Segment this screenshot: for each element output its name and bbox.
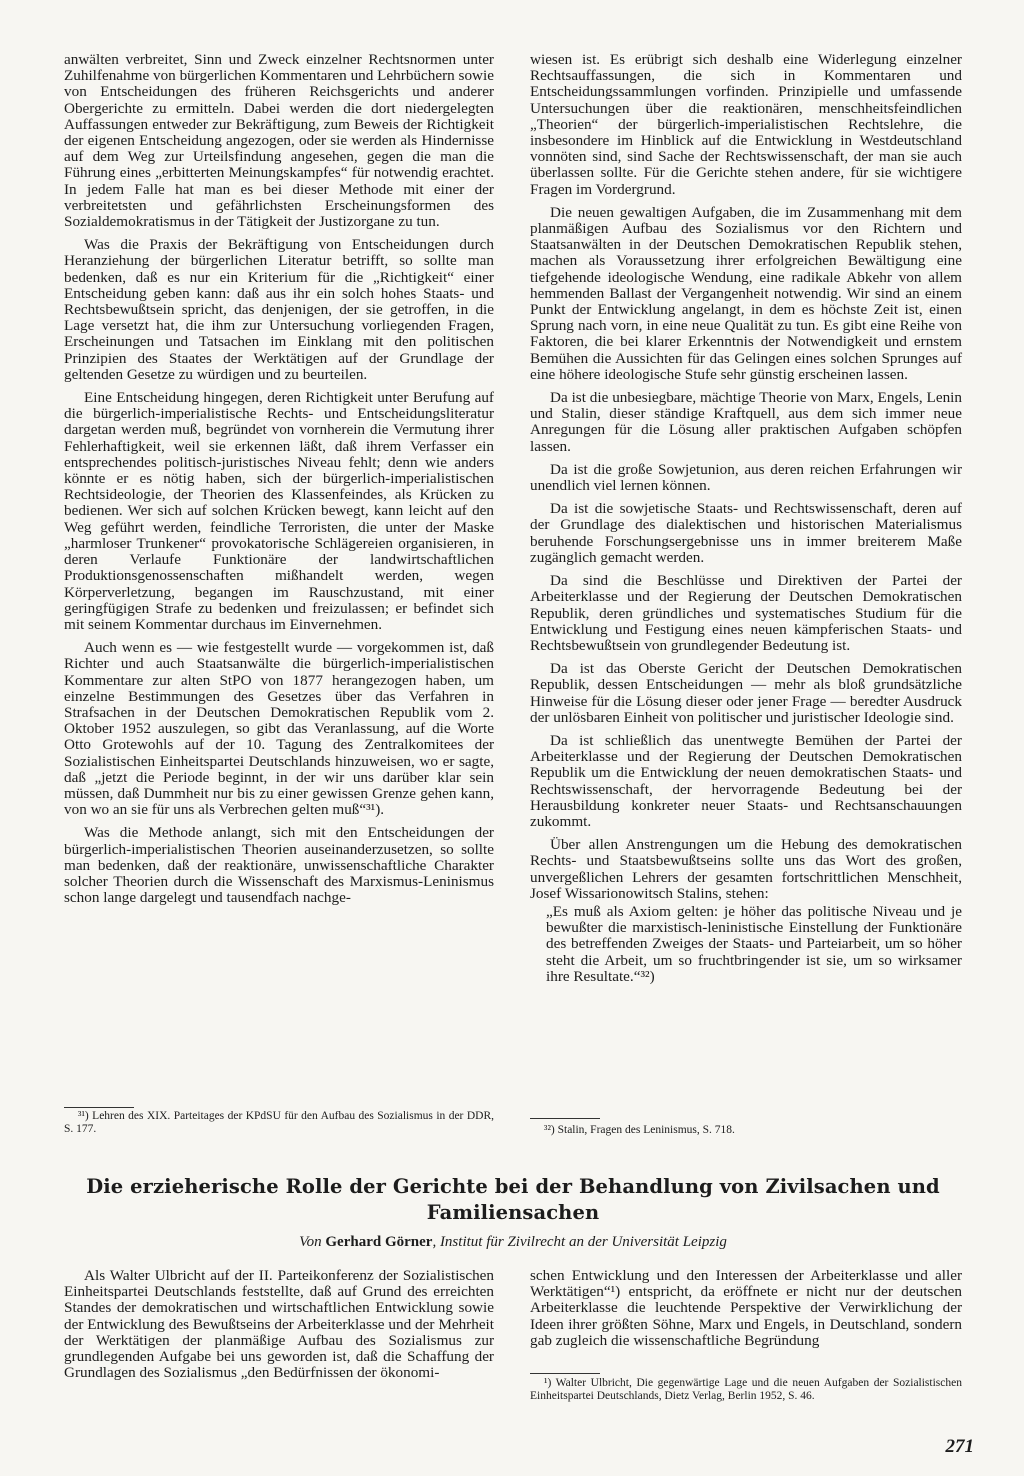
- paragraph: schen Entwicklung und den Interessen der Arbeiterklasse und aller Werktätigen“¹) entspricht, da eröffnete er nicht nur der deutschen Arbeiterklasse die leuchtende Perspektive der Verwirklichung der Ideen ihrer größten Söhne, Marx und Engels, in Deutschland, sondern gab zugleich die wissenschaftliche Begründung: [530, 1267, 962, 1349]
- author-affiliation: , Institut für Zivilrecht an der Universität Leipzig: [432, 1234, 727, 1250]
- upper-left-column: [64, 52, 494, 906]
- paragraph: Da sind die Beschlüsse und Direktiven der Partei der Arbeiterklasse und der Regierung der Deutschen Demokratischen Republik, deren gründliches und systematisches Studium für die Entwicklung und Festigung eines neuen kämpferischen Staats- und Rechtsbewußtsein von grundlegender Bedeutung ist.: [530, 572, 962, 654]
- paragraph: Eine Entscheidung hingegen, deren Richtigkeit unter Berufung auf die bürgerlich-imperialistische Rechts- und Entscheidungsliteratur dargetan werden muß, begründet von vornherein die Vermutung ihrer Fehlerhaftigkeit, weil sie erkennen läßt, daß ihrem Verfasser ein entsprechendes politisch-juristisches Niveau fehlt; denn wie anders könnte er es nötig haben, sich der bürgerlich-imperialistischen Rechtsideologie, der Theorien des Klassenfeindes, als Krücken zu bedienen. Wer sich auf solchen Krücken bewegt, kann leicht auf den Weg geführt werden, feindliche Terroristen, die unter der Maske „harmloser Trunkener“ provokatorische Schlägereien organisieren, in deren Verlaufe Funktionäre der landwirtschaftlichen Produktionsgenossenschaften mißhandelt werden, wegen Körperverletzung, begangen im Rauschzustand, mit einer geringfügigen Strafe zu bedenken und freizulassen; er befindet sich mit seinem Kommentar durchaus im Einvernehmen.: [64, 389, 494, 633]
- paragraph: Da ist das Oberste Gericht der Deutschen Demokratischen Republik, dessen Entscheidungen — mehr als bloß grundsätzliche Hinweise für die Lösung dieser oder jener Frage — beredter Ausdruck der unlösbaren Einheit von politischer und juristischer Ideologie sind.: [530, 660, 962, 726]
- paragraph: Über allen Anstrengungen um die Hebung des demokratischen Rechts- und Staatsbewußtseins sollte uns das Wort des großen, unvergeßlichen Lehrers der gesamten fortschrittlichen Menschheit, Josef Wissarionowitsch Stalins, stehen:: [530, 836, 962, 902]
- footnote-rule: [530, 1118, 600, 1119]
- paragraph: Da ist die große Sowjetunion, aus deren reichen Erfahrungen wir unendlich viel lernen können.: [530, 460, 962, 495]
- author-name: Gerhard Görner: [325, 1234, 433, 1250]
- footnote-text: ³¹) Lehren des XIX. Parteitages der KPdSU für den Aufbau des Sozialismus in der DDR, S. 177.: [64, 1110, 494, 1135]
- byline-prefix: Von: [299, 1234, 326, 1250]
- upper-right-column: [530, 52, 962, 985]
- footnote-32: [530, 1124, 962, 1137]
- footnote-1: [530, 1377, 962, 1403]
- paragraph: Die neuen gewaltigen Aufgaben, die im Zusammenhang mit dem planmäßigen Aufbau des Sozialismus vor den Richtern und Staatsanwälten in der Deutschen Demokratischen Republik stehen, machen als Voraussetzung ihrer erfolgreichen Bewältigung eine tiefgehende ideologische Wendung, eine radikale Abkehr von allem hemmenden Ballast der Vergangenheit notwendig. Wir sind an einem Punkt der Entwicklung angelangt, in dem es höchste Zeit ist, einen Sprung nach vorn, in eine neue Qualität zu tun. Es gibt eine Reihe von Faktoren, die bei klarer Erkenntnis der Notwendigkeit und ernstem Bemühen die Aussichten für das Gelingen eines solchen Sprunges auf eine höhere ideologische Stufe sehr günstig erscheinen lassen.: [530, 203, 962, 383]
- footnote-text: ¹) Walter Ulbricht, Die gegenwärtige Lage und die neuen Aufgaben der Sozialistischen Einheitspartei Deutschlands, Dietz Verlag, Berlin 1952, S. 46.: [530, 1377, 962, 1402]
- stalin-quote: „Es muß als Axiom gelten: je höher das politische Niveau und je bewußter die marxistisch-leninistische Einstellung der Funktionäre des betreffenden Zweiges der Staats- und Parteiarbeit, um so höher steht die Arbeit, um so fruchtbringender ist sie, um so wirksamer ihre Resultate.“³²): [546, 902, 962, 985]
- paragraph: Was die Methode anlangt, sich mit den Entscheidungen der bürgerlich-imperialistischen Theorien auseinanderzusetzen, so sollte man bedenken, daß der reaktionäre, unwissenschaftliche Charakter solcher Theorien durch die Wissenschaft des Marxismus-Leninismus schon lange dargelegt und tausendfach nachge-: [64, 824, 494, 907]
- footnote-rule: [64, 1107, 134, 1108]
- paragraph: Auch wenn es — wie festgestellt wurde — vorgekommen ist, daß Richter und auch Staatsanwälte die bürgerlich-imperialistischen Kommentare zur alten StPO von 1877 herangezogen haben, um einzelne Bestimmungen des Gesetzes über das Verfahren in Strafsachen in der Deutschen Demokratischen Republik vom 2. Oktober 1952 auszulegen, so gibt das Veranlassung, auf die Worte Otto Grotewohls auf der 10. Tagung des Zentralkomitees der Sozialistischen Einheitspartei Deutschlands hinzuweisen, wo er sagte, daß „jetzt die Periode beginnt, in der wir uns darüber klar sein müssen, daß Dummheit nur bis zu einer gewissen Grenze gehen kann, von wo an sie für uns als Verbrechen gelten muß“³¹).: [64, 639, 494, 819]
- byline: [64, 1234, 962, 1251]
- paragraph: wiesen ist. Es erübrigt sich deshalb eine Widerlegung einzelner Rechtsauffassungen, die sich in Kommentaren und Entscheidungssammlungen vorfinden. Prinzipielle und umfassende Untersuchungen über die reaktionären, menschheitsfeindlichen „Theorien“ der bürgerlich-imperialistischen Rechtslehre, die insbesondere im Hinblick auf die Entwicklung in Westdeutschland vonnöten sind, sind Sache der Rechtswissenschaft, der man sie auch überlassen sollte. Für die Gerichte stehen andere, für sie wichtigere Fragen im Vordergrund.: [530, 51, 962, 198]
- footnote-rule: [530, 1373, 600, 1374]
- paragraph: anwälten verbreitet, Sinn und Zweck einzelner Rechtsnormen unter Zuhilfenahme von bürgerlichen Kommentaren und Lehrbüchern sowie von Entscheidungen des früheren Reichsgerichts und anderer Obergerichte zu ermitteln. Dabei werden die dort niedergelegten Auffassungen entweder zur Bekräftigung, zum Beweis der Richtigkeit der eigenen Entscheidung angezogen, oder sie werden als Hindernisse auf dem Weg zur Urteilsfindung angesehen, gegen die man die Führung eines „erbitterten Meinungskampfes“ für notwendig erachtet. In jedem Falle hat man es bei dieser Methode mit einer der verbreitetsten und gefährlichsten Erscheinungsformen des Sozialdemokratismus in der Tätigkeit der Justizorgane zu tun.: [64, 51, 494, 231]
- page-number: 271: [945, 1436, 974, 1457]
- paragraph: Da ist schließlich das unentwegte Bemühen der Partei der Arbeiterklasse und der Regierung der Deutschen Demokratischen Republik um die Entwicklung der neuen demokratischen Staats- und Rechtswissenschaft, der hervorragende Bedeutung bei der Herausbildung konkreter neuer Staats- und Rechtsanschauungen zukommt.: [530, 731, 962, 830]
- footnote-31: [64, 1110, 494, 1136]
- article-right-column: [530, 1268, 962, 1349]
- article-title: Die erzieherische Rolle der Gerichte bei der Behandlung von Zivilsachen und Familiensachen: [86, 1175, 940, 1224]
- paragraph: Als Walter Ulbricht auf der II. Parteikonferenz der Sozialistischen Einheitspartei Deutschlands feststellte, daß auf Grund des erreichten Standes der demokratischen und wirtschaftlichen Entwicklung sowie der Entwicklung des Bewußtseins der Arbeiterklasse und der Mehrheit der Werktätigen der planmäßige Aufbau des Sozialismus zur grundlegenden Aufgabe bei uns geworden ist, daß die Schaffung der Grundlagen des Sozialismus „den Bedürfnissen der ökonomi-: [64, 1267, 494, 1382]
- paragraph: Was die Praxis der Bekräftigung von Entscheidungen durch Heranziehung der bürgerlichen Literatur betrifft, so sollte man bedenken, daß es nur ein Kriterium für die „Richtigkeit“ einer Entscheidung geben kann: daß aus ihr ein solch hohes Staats- und Rechtsbewußtsein spricht, das denjenigen, der sie getroffen, in die Lage versetzt hat, die ihm zur Untersuchung vorliegenden Fragen, Erscheinungen und Tatsachen im Einklang mit den politischen Prinzipien des Staates der Werktätigen auf der Grundlage der geltenden Gesetze zu würdigen und zu beurteilen.: [64, 236, 494, 383]
- article-left-column: [64, 1268, 494, 1381]
- paragraph: Da ist die sowjetische Staats- und Rechtswissenschaft, deren auf der Grundlage des dialektischen und historischen Materialismus beruhende Forschungsergebnisse uns in immer breiterem Maße zugänglich gemacht werden.: [530, 500, 962, 566]
- footnote-text: ³²) Stalin, Fragen des Leninismus, S. 718.: [544, 1124, 735, 1136]
- paragraph: Da ist die unbesiegbare, mächtige Theorie von Marx, Engels, Lenin und Stalin, dieser ständige Kraftquell, aus dem sich immer neue Anregungen für die Lösung aller praktischen Aufgaben schöpfen lassen.: [530, 389, 962, 455]
